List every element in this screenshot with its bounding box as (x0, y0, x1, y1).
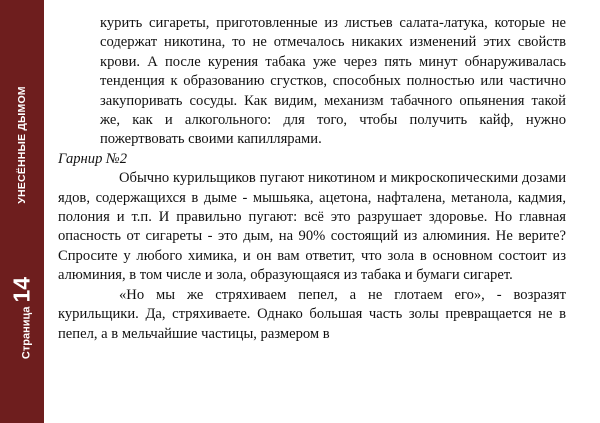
paragraph-continued: курить сигареты, приготовленные из листьев салата-латука, которые не содержат никотина, то не отмечалось никаких изменений этих свойств крови. А после курения табака уже через пять минут обнаруживалась тенденция к образованию сгустков, способных полностью или частично закупоривать сосуды. Как видим, механизм табачного опьянения такой же, как и алкогольного: для того, чтобы получить кайф, нужно пожертвовать своими капиллярами. (100, 15, 566, 148)
sidebar-divider (44, 0, 50, 423)
paragraph: Обычно курильщиков пугают никотином и микроскопическими дозами ядов, содержащихся в дыме - мышьяка, ацетона, нафталена, метанола, кадмия, полония и т.п. И правильно пугают: всё это разрушает здоровье. Но главная опасность от сигареты - это дым, на 90% состоящий из алюминия. Не верите? Спросите у любого химика, и он вам ответит, что зола в основном состоит из алюминия, в том числе и зола, образующаяся из табака и бумаги сигарет. (58, 170, 566, 284)
section-heading: Гарнир №2 (58, 150, 128, 167)
page-label (9, 277, 36, 359)
paragraph: «Но мы же стряхиваем пепел, а не глотаем его», - возразят курильщики. Да, стряхиваете. Однако большая часть золы превращается не в пепел, а в мельчайшие частицы, размером в (58, 286, 566, 342)
section-title: УНЕСЁННЫЕ ДЫМОМ (16, 86, 28, 204)
page-body (58, 14, 566, 344)
page-word: Страница (20, 306, 33, 360)
page-number: 14 (8, 276, 35, 303)
sidebar (0, 0, 44, 423)
